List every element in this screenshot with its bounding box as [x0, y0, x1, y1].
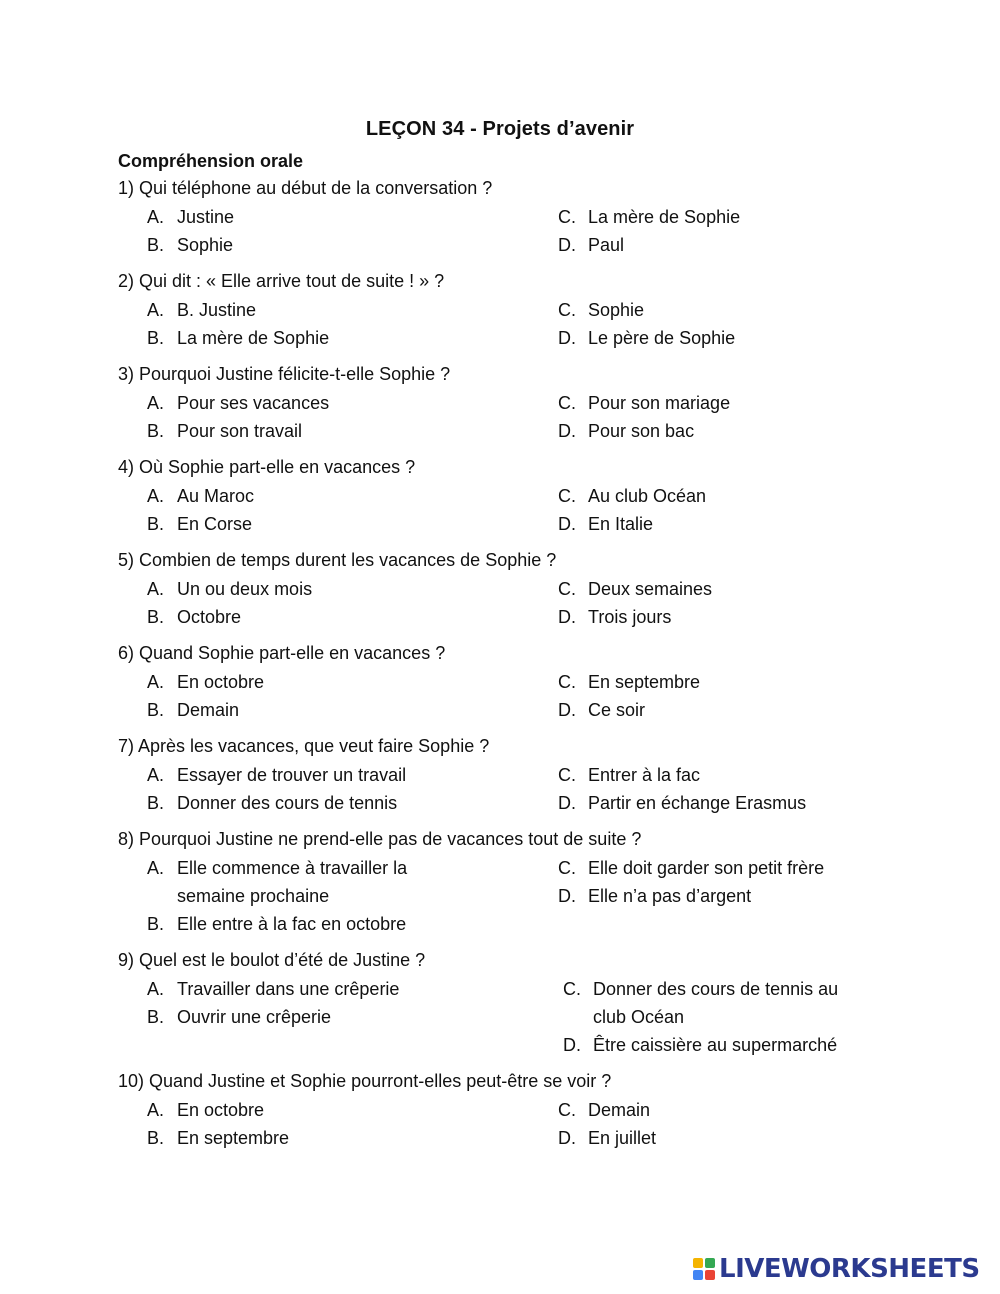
question-4: 4) Où Sophie part-elle en vacances ?: [118, 457, 416, 477]
page-title: LEÇON 34 - Projets d’avenir: [365, 118, 635, 140]
question-6: 6) Quand Sophie part-elle en vacances ?: [118, 643, 446, 663]
option-letter: B.: [147, 914, 165, 934]
option-text: Octobre: [177, 607, 242, 627]
option-text: Pour son bac: [588, 421, 695, 441]
option-text: Deux semaines: [588, 579, 713, 599]
option-text: En septembre: [177, 1128, 290, 1148]
option-letter: B.: [147, 700, 165, 720]
option-letter: A.: [147, 579, 165, 599]
option-text: [177, 854, 407, 910]
question-10: 10) Quand Justine et Sophie pourront-elles peut-être se voir ?: [118, 1071, 612, 1091]
option-text: La mère de Sophie: [177, 328, 330, 348]
option-letter: C.: [558, 858, 576, 878]
option-letter: A.: [147, 207, 165, 227]
option-1b[interactable]: [147, 231, 233, 259]
option-4a[interactable]: [147, 482, 254, 510]
option-letter: A.: [147, 300, 165, 320]
option-2b[interactable]: [147, 324, 329, 352]
option-text-line: club Océan: [593, 1007, 685, 1027]
option-text: En septembre: [588, 672, 701, 692]
option-6c[interactable]: [558, 668, 700, 696]
option-letter: D.: [563, 1035, 581, 1055]
option-text: Entrer à la fac: [588, 765, 701, 785]
option-5b[interactable]: [147, 603, 241, 631]
option-text: Au Maroc: [177, 486, 255, 506]
option-8d[interactable]: [558, 882, 751, 910]
option-6a[interactable]: [147, 668, 264, 696]
option-text: Partir en échange Erasmus: [588, 793, 807, 813]
option-letter: B.: [147, 514, 165, 534]
option-letter: D.: [558, 793, 576, 813]
option-text: En Italie: [588, 514, 654, 534]
option-text: Sophie: [177, 235, 234, 255]
option-text: Sophie: [588, 300, 645, 320]
logo-square: [705, 1258, 715, 1268]
option-letter: D.: [558, 886, 576, 906]
question-8: 8) Pourquoi Justine ne prend-elle pas de vacances tout de suite ?: [118, 829, 642, 849]
option-text: En octobre: [177, 1100, 265, 1120]
option-text: En octobre: [177, 672, 265, 692]
option-4d[interactable]: [558, 510, 653, 538]
option-text: Demain: [588, 1100, 651, 1120]
option-6b[interactable]: [147, 696, 239, 724]
option-text: Ouvrir une crêperie: [177, 1007, 332, 1027]
option-4b[interactable]: [147, 510, 252, 538]
option-text: Paul: [588, 235, 625, 255]
option-letter: A.: [147, 979, 165, 999]
option-letter: C.: [558, 579, 576, 599]
option-text-line: Donner des cours de tennis au: [593, 979, 839, 999]
option-text: Justine: [177, 207, 235, 227]
option-letter: C.: [558, 300, 576, 320]
option-letter: D.: [558, 328, 576, 348]
option-5d[interactable]: [558, 603, 671, 631]
option-letter: D.: [558, 514, 576, 534]
option-letter: D.: [558, 421, 576, 441]
option-text: Elle entre à la fac en octobre: [177, 914, 407, 934]
option-text: [593, 975, 838, 1031]
option-6d[interactable]: [558, 696, 645, 724]
option-8a[interactable]: [147, 854, 407, 910]
option-7c[interactable]: [558, 761, 700, 789]
logo-square: [705, 1270, 715, 1280]
option-letter: D.: [558, 1128, 576, 1148]
option-letter: C.: [558, 672, 576, 692]
option-1c[interactable]: [558, 203, 740, 231]
option-text: Au club Océan: [588, 486, 707, 506]
question-1: 1) Qui téléphone au début de la conversation ?: [118, 178, 493, 198]
option-9b[interactable]: [147, 1003, 331, 1031]
option-text: En juillet: [588, 1128, 657, 1148]
option-10c[interactable]: [558, 1096, 650, 1124]
option-letter: B.: [147, 1007, 165, 1027]
option-9a[interactable]: [147, 975, 399, 1003]
option-10b[interactable]: [147, 1124, 289, 1152]
option-letter: A.: [147, 1100, 165, 1120]
option-text: Être caissière au supermarché: [593, 1035, 838, 1055]
option-text: Un ou deux mois: [177, 579, 313, 599]
logo-text: LIVEWORKSHEETS: [719, 1254, 980, 1284]
option-1d[interactable]: [558, 231, 624, 259]
option-text: Pour son travail: [177, 421, 303, 441]
option-2c[interactable]: [558, 296, 644, 324]
question-2: 2) Qui dit : « Elle arrive tout de suite ! » ?: [118, 271, 445, 291]
option-letter: C.: [558, 393, 576, 413]
option-7b[interactable]: [147, 789, 397, 817]
option-text: Essayer de trouver un travail: [177, 765, 407, 785]
option-7a[interactable]: [147, 761, 406, 789]
option-letter: B.: [147, 793, 165, 813]
option-text: Trois jours: [588, 607, 672, 627]
option-3b[interactable]: [147, 417, 302, 445]
option-7d[interactable]: [558, 789, 806, 817]
option-letter: B.: [147, 328, 165, 348]
logo-square: [693, 1258, 703, 1268]
option-text: Elle doit garder son petit frère: [588, 858, 825, 878]
option-letter: A.: [147, 486, 165, 506]
section-heading: Compréhension orale: [118, 151, 304, 171]
option-letter: C.: [558, 1100, 576, 1120]
option-4c[interactable]: [558, 482, 706, 510]
option-3a[interactable]: [147, 389, 329, 417]
option-5a[interactable]: [147, 575, 312, 603]
question-9: 9) Quel est le boulot d’été de Justine ?: [118, 950, 426, 970]
logo-square: [693, 1270, 703, 1280]
option-letter: C.: [558, 765, 576, 785]
option-text: Travailler dans une crêperie: [177, 979, 400, 999]
option-letter: D.: [558, 607, 576, 627]
option-letter: D.: [558, 700, 576, 720]
option-text: Ce soir: [588, 700, 646, 720]
option-10a[interactable]: [147, 1096, 264, 1124]
question-7: 7) Après les vacances, que veut faire Sophie ?: [118, 736, 490, 756]
option-letter: A.: [147, 858, 165, 878]
liveworksheets-logo[interactable]: [693, 1254, 980, 1284]
option-text: Pour son mariage: [588, 393, 731, 413]
option-letter: A.: [147, 393, 165, 413]
option-letter: C.: [558, 486, 576, 506]
option-text: Elle n’a pas d’argent: [588, 886, 752, 906]
option-letter: A.: [147, 765, 165, 785]
option-text: Le père de Sophie: [588, 328, 736, 348]
option-letter: B.: [147, 235, 165, 255]
option-letter: C.: [563, 979, 581, 999]
option-letter: A.: [147, 672, 165, 692]
option-text: Pour ses vacances: [177, 393, 330, 413]
option-9d[interactable]: [563, 1031, 837, 1059]
option-letter: B.: [147, 421, 165, 441]
option-5c[interactable]: [558, 575, 712, 603]
option-3c[interactable]: [558, 389, 730, 417]
option-text: Demain: [177, 700, 240, 720]
option-text: En Corse: [177, 514, 253, 534]
option-1a[interactable]: [147, 203, 234, 231]
option-2a[interactable]: [147, 296, 256, 324]
option-8c[interactable]: [558, 854, 824, 882]
option-text: Donner des cours de tennis: [177, 793, 398, 813]
option-text-line: Elle commence à travailler la: [177, 858, 408, 878]
option-9c[interactable]: [563, 975, 838, 1031]
option-letter: D.: [558, 235, 576, 255]
option-3d[interactable]: [558, 417, 694, 445]
option-2d[interactable]: [558, 324, 735, 352]
option-text: La mère de Sophie: [588, 207, 741, 227]
option-letter: C.: [558, 207, 576, 227]
option-8b[interactable]: [147, 910, 406, 938]
option-letter: B.: [147, 1128, 165, 1148]
question-5: 5) Combien de temps durent les vacances de Sophie ?: [118, 550, 557, 570]
option-text: B. Justine: [177, 300, 257, 320]
logo-grid-icon: [693, 1258, 715, 1280]
option-10d[interactable]: [558, 1124, 656, 1152]
question-3: 3) Pourquoi Justine félicite-t-elle Sophie ?: [118, 364, 451, 384]
option-text-line: semaine prochaine: [177, 886, 330, 906]
option-letter: B.: [147, 607, 165, 627]
